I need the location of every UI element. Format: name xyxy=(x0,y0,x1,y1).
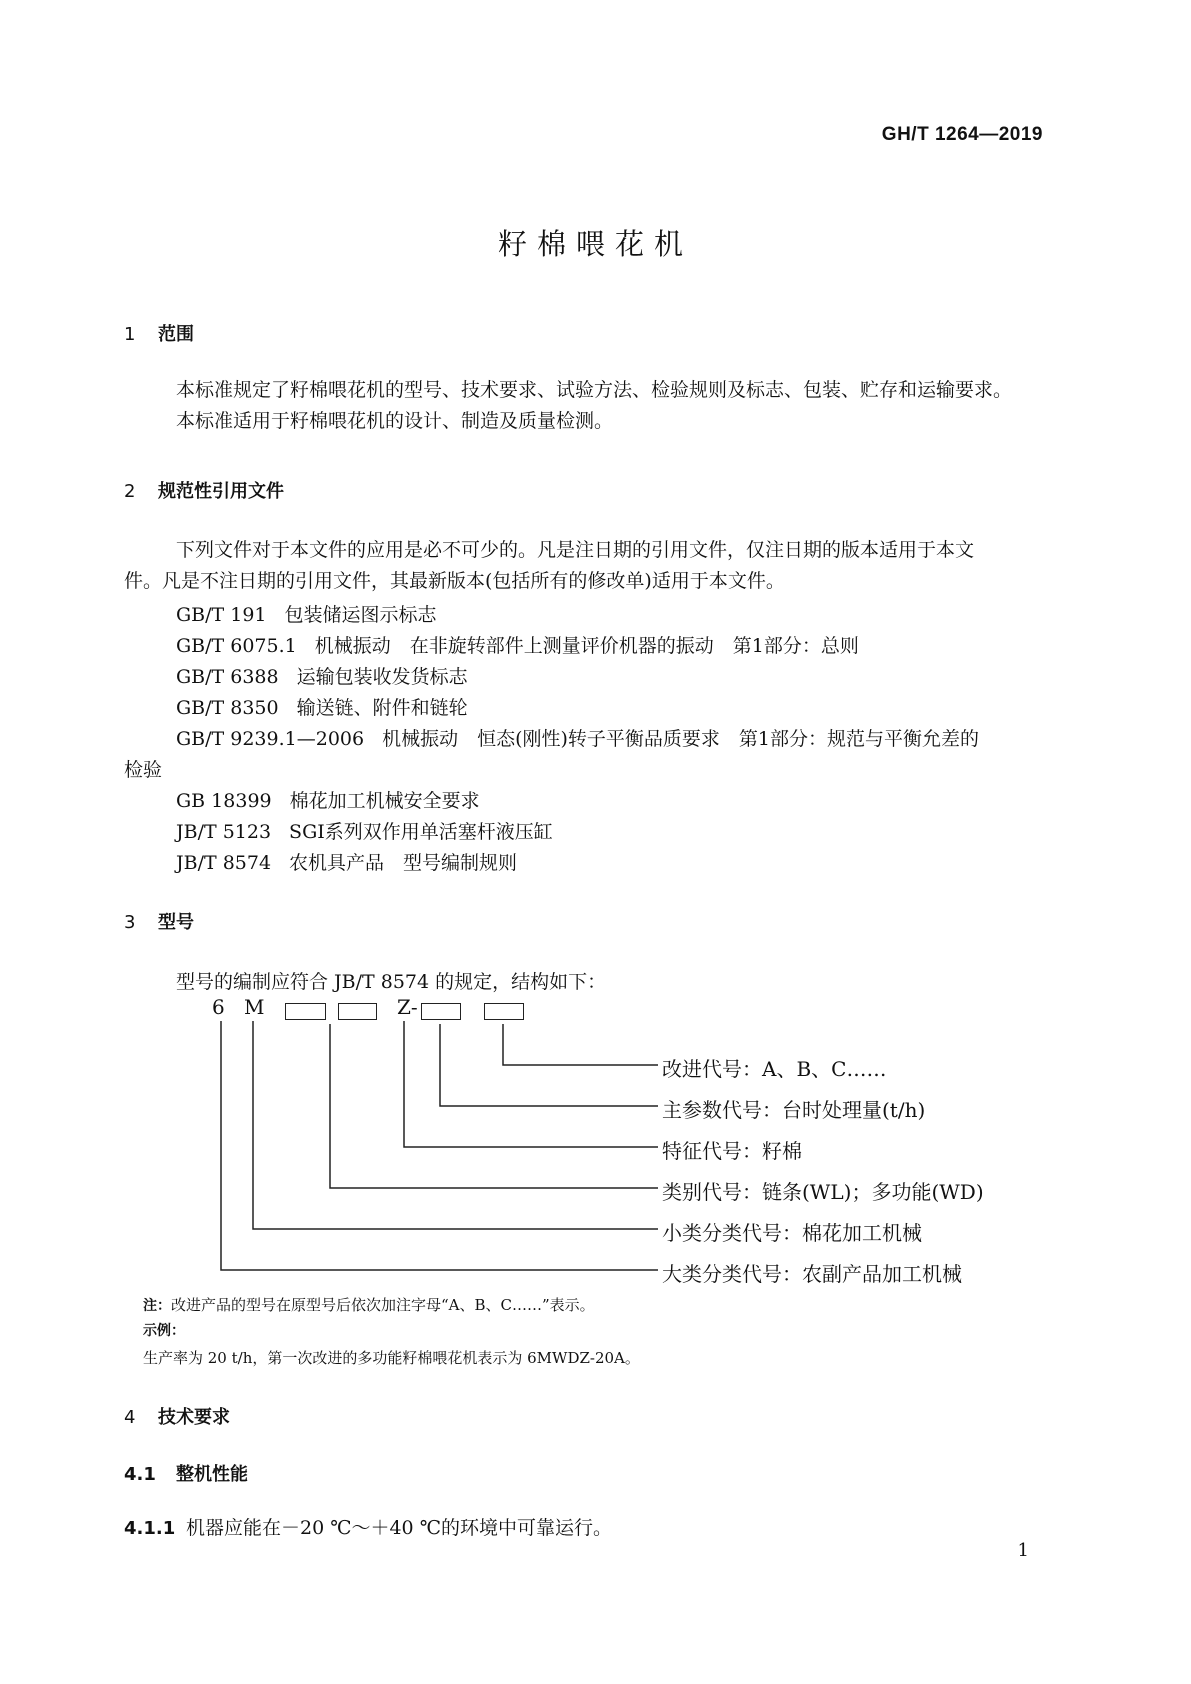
section-4-heading xyxy=(124,1403,230,1429)
note xyxy=(143,1294,595,1315)
reference-code: JB/T 5123 xyxy=(176,821,272,843)
clause-number: 4.1.1 xyxy=(124,1518,176,1539)
clause-4-1-1 xyxy=(124,1513,612,1543)
reference-title: SGI系列双作用单活塞杆液压缸 xyxy=(289,821,553,843)
reference-title: 棉花加工机械安全要求 xyxy=(289,790,480,812)
code-label: 小类分类代号：棉花加工机械 xyxy=(662,1221,922,1245)
code-placeholder-box xyxy=(285,1003,326,1020)
code-char-6: 6 xyxy=(212,995,225,1019)
reference-code: GB 18399 xyxy=(176,790,272,812)
code-char-m: M xyxy=(244,995,265,1019)
reference-title: 包装储运图示标志 xyxy=(284,604,437,626)
page-number: 1 xyxy=(1017,1540,1029,1561)
leader-line xyxy=(503,1024,658,1065)
paragraph: 下列文件对于本文件的应用是必不可少的。凡是注日期的引用文件，仅注日期的版本适用于本文 xyxy=(176,539,975,561)
section-number: 3 xyxy=(124,912,136,933)
paragraph: 型号的编制应符合 JB/T 8574 的规定，结构如下： xyxy=(176,971,607,993)
code-label: 大类分类代号：农副产品加工机械 xyxy=(662,1262,962,1286)
reference-code: GB/T 9239.1—2006 xyxy=(176,728,365,750)
code-char-z: Z- xyxy=(397,995,418,1019)
section-title: 范围 xyxy=(158,324,194,345)
reference-title: 农机具产品 型号编制规则 xyxy=(289,852,518,874)
paragraph: 本标准规定了籽棉喂花机的型号、技术要求、试验方法、检验规则及标志、包装、贮存和运输要求。 xyxy=(176,379,1013,401)
code-placeholder-box xyxy=(484,1003,524,1020)
subsection-heading xyxy=(124,1460,248,1486)
subsection-number: 4.1 xyxy=(124,1464,156,1485)
clause-text: 机器应能在－20 ℃～＋40 ℃的环境中可靠运行。 xyxy=(186,1517,612,1539)
reference-code: GB/T 6388 xyxy=(176,666,279,688)
reference-title: 运输包装收发货标志 xyxy=(296,666,468,688)
code-label: 改进代号：A、B、C…… xyxy=(662,1057,887,1081)
reference-code: JB/T 8574 xyxy=(176,852,272,874)
reference-continuation: 检验 xyxy=(124,759,163,781)
reference-code: GB/T 191 xyxy=(176,604,267,626)
section-title: 规范性引用文件 xyxy=(158,481,284,502)
example-text: 生产率为 20 t/h，第一次改进的多功能籽棉喂花机表示为 6MWDZ-20A。 xyxy=(143,1349,640,1367)
leader-line xyxy=(404,1021,658,1147)
code-label: 类别代号：链条(WL)；多功能(WD) xyxy=(662,1180,984,1204)
section-title: 技术要求 xyxy=(158,1407,230,1428)
note-text: 改进产品的型号在原型号后依次加注字母“A、B、C……”表示。 xyxy=(171,1296,595,1314)
document-title: 籽棉喂花机 xyxy=(497,227,693,261)
reference-title: 机械振动 在非旋转部件上测量评价机器的振动 第1部分：总则 xyxy=(314,635,859,657)
code-placeholder-box xyxy=(338,1003,377,1020)
subsection-title: 整机性能 xyxy=(176,1464,248,1485)
code-placeholder-box xyxy=(421,1003,461,1020)
reference-title: 输送链、附件和链轮 xyxy=(296,697,468,719)
code-label: 特征代号：籽棉 xyxy=(662,1139,802,1163)
reference-title: 机械振动 恒态(刚性)转子平衡品质要求 第1部分：规范与平衡允差的 xyxy=(382,728,980,750)
code-label: 主参数代号：台时处理量(t/h) xyxy=(662,1098,926,1122)
example-label: 示例： xyxy=(143,1323,185,1339)
section-number: 4 xyxy=(124,1407,136,1428)
section-number: 2 xyxy=(124,481,136,502)
paragraph: 件。凡是不注日期的引用文件，其最新版本(包括所有的修改单)适用于本文件。 xyxy=(124,570,785,592)
leader-line xyxy=(253,1021,658,1229)
standard-code: GH/T 1264—2019 xyxy=(881,124,1043,145)
reference-code: GB/T 8350 xyxy=(176,697,279,719)
section-number: 1 xyxy=(124,324,136,345)
section-title: 型号 xyxy=(158,912,194,933)
note-label: 注： xyxy=(143,1298,171,1314)
paragraph: 本标准适用于籽棉喂花机的设计、制造及质量检测。 xyxy=(176,410,614,432)
reference-code: GB/T 6075.1 xyxy=(176,635,297,657)
